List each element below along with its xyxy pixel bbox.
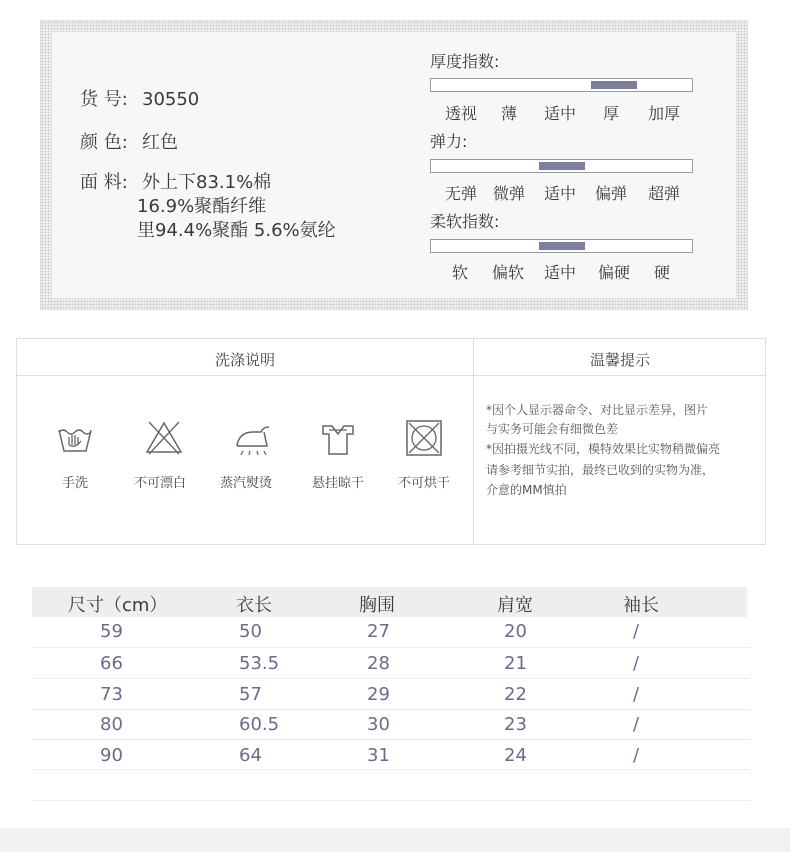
softness-title: 柔软指数:	[430, 212, 500, 231]
thickness-title: 厚度指数:	[430, 52, 500, 71]
footer-strip	[0, 828, 790, 852]
size-row-1-sleeve: /	[633, 621, 640, 642]
softness-bar-fill	[539, 242, 585, 250]
tips-title: 温馨提示	[589, 351, 651, 369]
size-row-4-size: 80	[100, 714, 123, 735]
care-label-steam-iron: 蒸汽熨烫	[219, 476, 273, 491]
care-label-hand-wash: 手洗	[61, 476, 89, 491]
size-row-divider	[32, 800, 750, 801]
size-row-5-sleeve: /	[633, 745, 640, 766]
color-label: 颜 色:	[80, 132, 128, 153]
thickness-level-5: 加厚	[647, 104, 681, 123]
size-header-chest: 胸围	[359, 595, 395, 616]
size-row-divider	[32, 647, 750, 648]
elasticity-bar-fill	[539, 162, 585, 170]
size-header-sleeve: 袖长	[623, 595, 659, 616]
size-row-1-size: 59	[100, 621, 123, 642]
softness-level-5: 硬	[653, 263, 671, 282]
size-row-3-length: 57	[239, 684, 262, 705]
softness-level-1: 软	[451, 263, 469, 282]
tip-line-5: 介意的MM慎拍	[486, 483, 567, 497]
hand-wash-icon	[55, 418, 95, 458]
softness-level-4: 偏硬	[597, 263, 631, 282]
thickness-level-2: 薄	[500, 104, 518, 123]
color-row	[80, 131, 178, 155]
fabric-line-2: 16.9%聚酯纤维	[137, 196, 267, 217]
fabric-label: 面 料:	[80, 172, 128, 193]
no-tumble-dry-icon	[404, 418, 444, 458]
fabric-row	[80, 171, 271, 195]
fabric-line-3: 里94.4%聚酯 5.6%氨纶	[137, 220, 336, 241]
size-row-2-chest: 28	[367, 653, 390, 674]
size-row-4-sleeve: /	[633, 714, 640, 735]
tip-line-4: 请参考细节实拍，最终已收到的实物为准，	[486, 463, 715, 477]
elasticity-level-4: 偏弹	[594, 184, 628, 203]
tip-line-2: 与实务可能会有细微色差	[486, 422, 619, 436]
softness-level-3: 适中	[543, 263, 577, 282]
care-label-no-tumble-dry: 不可烘干	[397, 476, 451, 491]
elasticity-level-1: 无弹	[444, 184, 478, 203]
elasticity-level-5: 超弹	[647, 184, 681, 203]
thickness-level-1: 透视	[444, 104, 478, 123]
size-row-3-sleeve: /	[633, 684, 640, 705]
softness-level-2: 偏软	[491, 263, 525, 282]
size-row-4-chest: 30	[367, 714, 390, 735]
size-row-5-length: 64	[239, 745, 262, 766]
size-row-1-shoulder: 20	[504, 621, 527, 642]
tip-line-3: *因拍摄光线不同，模特效果比实物稍微偏亮	[486, 442, 721, 456]
size-row-divider	[32, 739, 750, 740]
size-header-size: 尺寸（cm）	[68, 595, 168, 616]
fabric-line-1: 外上下83.1%棉	[142, 172, 272, 193]
thickness-level-3: 适中	[543, 104, 577, 123]
size-row-5-size: 90	[100, 745, 123, 766]
size-row-1-length: 50	[239, 621, 262, 642]
elasticity-level-2: 微弹	[492, 184, 526, 203]
size-row-4-shoulder: 23	[504, 714, 527, 735]
care-title: 洗涤说明	[214, 351, 276, 369]
size-row-3-chest: 29	[367, 684, 390, 705]
item-number-value: 30550	[142, 89, 200, 110]
size-row-divider	[32, 678, 750, 679]
size-row-3-shoulder: 22	[504, 684, 527, 705]
care-header-divider	[17, 375, 765, 376]
hang-dry-icon	[318, 418, 358, 458]
size-row-1-chest: 27	[367, 621, 390, 642]
tip-line-1: *因个人显示器命令、对比显示差异，图片	[486, 403, 709, 417]
softness-bar	[430, 239, 693, 253]
item-number-row	[80, 88, 199, 112]
size-row-5-chest: 31	[367, 745, 390, 766]
care-label-no-bleach: 不可漂白	[133, 476, 187, 491]
size-row-2-length: 53.5	[239, 653, 280, 674]
elasticity-title: 弹力:	[430, 132, 468, 151]
thickness-bar	[430, 78, 693, 92]
elasticity-bar	[430, 159, 693, 173]
steam-iron-icon	[233, 418, 273, 458]
thickness-bar-fill	[591, 81, 637, 89]
size-row-2-size: 66	[100, 653, 123, 674]
size-row-divider	[32, 709, 750, 710]
size-row-divider	[32, 769, 750, 770]
size-row-3-size: 73	[100, 684, 123, 705]
size-row-5-shoulder: 24	[504, 745, 527, 766]
care-label-hang-dry: 悬挂晾干	[311, 476, 365, 491]
size-row-2-shoulder: 21	[504, 653, 527, 674]
size-header-shoulder: 肩宽	[497, 595, 533, 616]
item-number-label: 货 号:	[80, 89, 128, 110]
thickness-level-4: 厚	[602, 104, 620, 123]
size-header-length: 衣长	[236, 595, 272, 616]
no-bleach-icon	[144, 418, 184, 458]
size-row-2-sleeve: /	[633, 653, 640, 674]
size-row-4-length: 60.5	[239, 714, 280, 735]
elasticity-level-3: 适中	[543, 184, 577, 203]
color-value: 红色	[142, 132, 178, 153]
care-column-divider	[473, 339, 474, 544]
